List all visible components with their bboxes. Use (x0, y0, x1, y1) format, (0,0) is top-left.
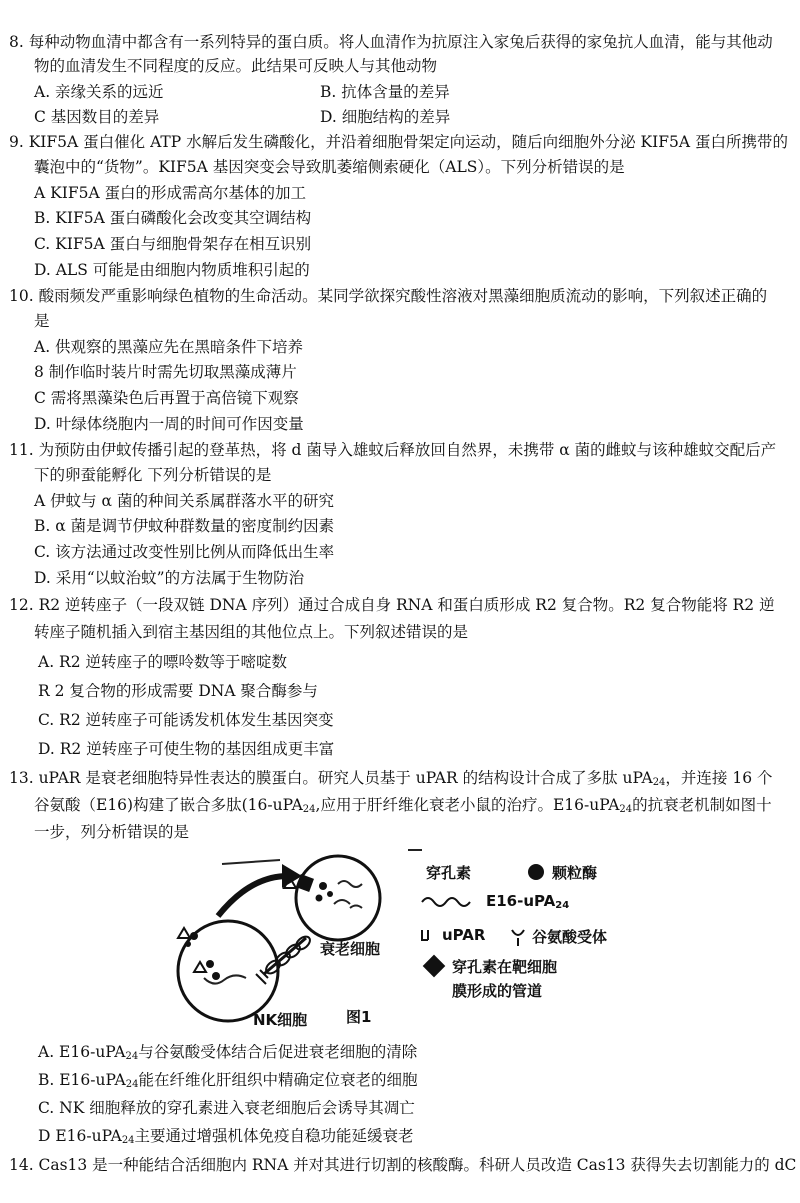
q11-stem-line-2: 下的卵蚕能孵化 下列分析错误的是 (34, 466, 272, 484)
q8-option-b: B. 抗体含量的差异 (320, 83, 450, 101)
legend-pore-line-1: 穿孔素在靶细胞 (452, 958, 558, 976)
q12-stem-line-2: 转座子随机插入到宿主基因组的其他位点上。下列叙述错误的是 (34, 623, 469, 641)
q13-stem-line-1: 13. uPAR 是衰老细胞特异性表达的膜蛋白。研究人员基于 uPAR 的结构设计合成了多肽 uPA$_{24}$，并连接 16 个 (9, 769, 773, 788)
q13-option-d: D E16-uPA$_{24}$主要通过增强机体免疫自稳功能延缓衰老 (38, 1127, 414, 1146)
squiggle (350, 906, 362, 909)
q8-stem-line-2: 物的血清发生不同程度的反应。此结果可反映人与其他动物 (34, 57, 438, 75)
q8-stem-line-1: 8. 每种动物血清中都含有一系列特异的蛋白质。将人血清作为抗原注入家兔后获得的家兔抗人血清，能与其他动 (9, 33, 773, 51)
granzyme-dot-icon (206, 960, 214, 968)
q12-option-c: C. R2 逆转座子可能诱发机体发生基因突变 (38, 711, 334, 729)
q10-option-d: D. 叶绿体绕胞内一周的时间可作因变量 (34, 415, 304, 433)
granzyme-dot-icon (319, 882, 327, 890)
legend-granzyme: 颗粒酶 (552, 864, 598, 882)
squiggle (338, 881, 362, 887)
figure-caption: 图1 (346, 1008, 372, 1026)
q11-option-d: D. 采用“以蚊治蚊”的方法属于生物防治 (34, 569, 305, 587)
e16-upa24-legend-icon (422, 898, 470, 906)
q8-option-c: C 基因数目的差异 (34, 108, 160, 126)
perforin-icon (194, 962, 206, 972)
q10-stem-line-1: 10. 酸雨频发严重影响绿色植物的生命活动。某同学欲探究酸性溶液对黑藻细胞质流动的影响，下列叙述正确的 (9, 287, 768, 305)
legend-pore-line-2: 膜形成的管道 (452, 982, 543, 1000)
legend-perforin: 穿孔素 (426, 864, 472, 882)
granzyme-dot-icon (316, 895, 323, 902)
senescent-cell-label: 衰老细胞 (320, 940, 381, 958)
granzyme-dot-icon (190, 932, 198, 940)
nk-cell-label: NK细胞 (253, 1011, 308, 1029)
glu-receptor-legend-icon (512, 930, 524, 946)
legend-glu-receptor: 谷氨酸受体 (532, 928, 608, 946)
squiggle (204, 975, 246, 983)
q11-stem-line-1: 11. 为预防由伊蚊传播引起的登革热，将 d 菌导入雄蚊后释放回自然界，未携带 α 菌的雌蚊与该种雄蚊交配后产 (9, 441, 777, 459)
squiggle (334, 900, 350, 904)
q12-stem-line-1: 12. R2 逆转座子（一段双链 DNA 序列）通过合成自身 RNA 和蛋白质形成 R2 复合物。R2 复合物能将 R2 逆 (9, 596, 775, 614)
q9-option-b: B. KIF5A 蛋白磷酸化会改变其空调结构 (34, 209, 312, 227)
granzyme-dot-icon (212, 972, 220, 980)
q12-option-d: D. R2 逆转座子可使生物的基因组成更丰富 (38, 740, 335, 758)
q9-stem-line-2: 囊泡中的“货物”。KIF5A 基因突变会导致肌萎缩侧索硬化（ALS）。下列分析错误的是 (34, 158, 625, 176)
q10-option-c: C 需将黑藻染色后再置于高倍镜下观察 (34, 389, 299, 407)
senescent-cell-shape (296, 856, 380, 940)
q12-option-a: A. R2 逆转座子的嘌呤数等于嘧啶数 (38, 653, 288, 671)
granzyme-dot-icon (185, 941, 191, 947)
q13-stem-line-3: 一步，列分析错误的是 (34, 823, 190, 841)
q10-option-a: A. 供观察的黑藻应先在黑暗条件下培养 (34, 338, 304, 356)
q8-option-d: D. 细胞结构的差异 (320, 108, 451, 126)
q13-option-a: A. E16-uPA$_{24}$与谷氨酸受体结合后促进衰老细胞的清除 (38, 1043, 418, 1062)
q12-option-b: R 2 复合物的形成需要 DNA 聚合酶参与 (38, 682, 318, 700)
perforin-icon (178, 928, 190, 938)
q14-stem-line-1: 14. Cas13 是一种能结合活细胞内 RNA 并对其进行切割的核酸酶。科研人员改造 Cas13 获得失去切割能力的 dC (9, 1156, 797, 1174)
scratch-line (222, 860, 280, 864)
q9-option-d: D. ALS 可能是由细胞内物质堆积引起的 (34, 261, 310, 279)
q9-option-a: A KIF5A 蛋白的形成需高尔基体的加工 (34, 184, 307, 202)
q13-option-b: B. E16-uPA$_{24}$能在纤维化肝组织中精确定位衰老的细胞 (38, 1071, 418, 1090)
upar-legend-icon (422, 930, 428, 940)
legend-upar: uPAR (442, 926, 486, 944)
q9-stem-line-1: 9. KIF5A 蛋白催化 ATP 水解后发生磷酸化，并沿着细胞骨架定向运动，随后向细胞外分泌 KIF5A 蛋白所携带的 (9, 133, 788, 151)
q10-option-b: 8 制作临时装片时需先切取黑藻成薄片 (34, 363, 297, 381)
q11-option-c: C. 该方法通过改变性别比例从而降低出生率 (34, 543, 335, 561)
pore-legend-icon (423, 955, 446, 978)
q10-stem-line-2: 是 (34, 312, 50, 330)
transfer-arrow (218, 876, 288, 916)
granzyme-dot-icon (327, 891, 333, 897)
q11-option-a: A 伊蚊与 α 菌的种间关系属群落水平的研究 (34, 492, 334, 510)
q8-option-a: A. 亲缘关系的远近 (34, 83, 164, 101)
chain-bead (294, 934, 313, 952)
figure-1 (160, 846, 660, 1034)
q13-stem-line-2: 谷氨酸（E16)构建了嵌合多肽(16-uPA$_{24}$,应用于肝纤维化衰老小鼠的治疗。E16-uPA$_{24}$的抗衰老机制如图十 (34, 796, 772, 815)
q9-option-c: C. KIF5A 蛋白与细胞骨架存在相互识别 (34, 235, 312, 253)
granzyme-legend-icon (528, 864, 544, 880)
q11-option-b: B. α 菌是调节伊蚊种群数量的密度制约因素 (34, 517, 335, 535)
legend-e16-upa24: E16-uPA$_{24}$ (486, 892, 570, 911)
q13-option-c: C. NK 细胞释放的穿孔素进入衰老细胞后会诱导其凋亡 (38, 1099, 415, 1117)
